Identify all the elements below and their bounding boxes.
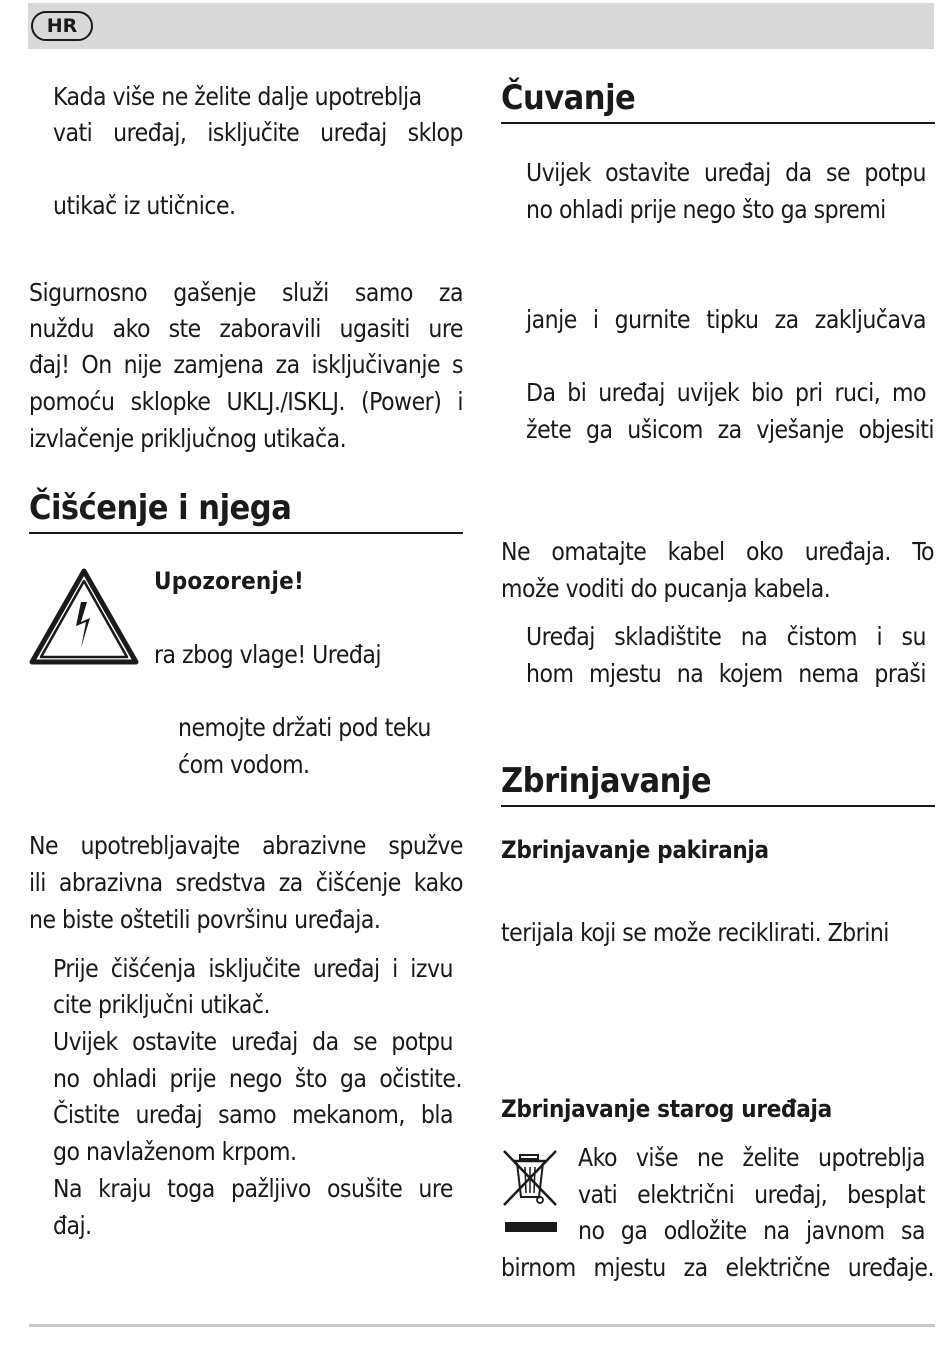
cleaning-heading: Čišćenje i njega bbox=[29, 488, 463, 534]
storage-line: Da bi uređaj uvijek bio pri ruci, mo bbox=[526, 378, 926, 407]
abrasive-line: Ne upotrebljavajte abrazivne spužve bbox=[29, 831, 463, 860]
dry-line: hom mjestu na kojem nema praši bbox=[526, 659, 926, 688]
old-device-subheading: Zbrinjavanje starog uređaja bbox=[501, 1095, 832, 1123]
bin-underline-bar bbox=[505, 1222, 557, 1232]
high-voltage-warning-icon bbox=[29, 568, 139, 666]
step-line: đaj. bbox=[53, 1211, 92, 1240]
safety-line: pomoću sklopke UKLJ./ISKLJ. (Power) i bbox=[29, 387, 463, 416]
step-line: Čistite uređaj samo mekanom, bla bbox=[53, 1100, 453, 1129]
footer-rule bbox=[29, 1324, 935, 1327]
step-line: go navlaženom krpom. bbox=[53, 1137, 297, 1166]
safety-line: Sigurnosno gašenje služi samo za bbox=[29, 278, 463, 307]
warning-line: ra zbog vlage! Uređaj bbox=[154, 640, 382, 669]
dry-line: Uređaj skladištite na čistom i su bbox=[526, 622, 926, 651]
abrasive-line: ili abrazivna sredstva za čišćenje kako bbox=[29, 868, 463, 897]
step-line: Na kraju toga pažljivo osušite ure bbox=[53, 1174, 453, 1203]
storage-line: Uvijek ostavite uređaj da se potpu bbox=[526, 158, 926, 187]
cable-line: Ne omatajte kabel oko uređaja. To bbox=[501, 537, 934, 566]
packaging-subheading: Zbrinjavanje pakiranja bbox=[501, 836, 769, 864]
step-line: Uvijek ostavite uređaj da se potpu bbox=[53, 1027, 453, 1056]
packaging-line: terijala koji se može reciklirati. Zbrini bbox=[501, 918, 889, 947]
intro-line: utikač iz utičnice. bbox=[53, 191, 236, 220]
safety-line: nuždu ako ste zaboravili ugasiti ure bbox=[29, 314, 463, 343]
header-bar bbox=[28, 3, 934, 49]
storage-heading: Čuvanje bbox=[501, 78, 935, 124]
language-badge: HR bbox=[31, 11, 93, 41]
storage-line: žete ga ušicom za vješanje objesiti bbox=[526, 415, 934, 444]
disposal-heading: Zbrinjavanje bbox=[501, 761, 935, 807]
cable-line: može voditi do pucanja kabela. bbox=[501, 574, 831, 603]
intro-line: vati uređaj, isključite uređaj sklop bbox=[53, 118, 463, 147]
step-line: Prije čišćenja isključite uređaj i izvu bbox=[53, 954, 453, 983]
warning-title: Upozorenje! bbox=[154, 567, 304, 595]
old-device-line: no ga odložite na javnom sa bbox=[578, 1216, 925, 1245]
warning-line: ćom vodom. bbox=[178, 750, 310, 779]
old-device-line: vati električni uređaj, besplat bbox=[578, 1180, 925, 1209]
storage-line: no ohladi prije nego što ga spremi bbox=[526, 195, 886, 224]
old-device-line: birnom mjestu za električne uređaje. bbox=[501, 1253, 934, 1282]
safety-line: izvlačenje priključnog utikača. bbox=[29, 424, 347, 453]
intro-line: Kada više ne želite dalje upotreblja bbox=[53, 82, 422, 111]
storage-line: janje i gurnite tipku za zaključava bbox=[526, 305, 926, 334]
crossed-out-bin-icon bbox=[500, 1147, 560, 1209]
old-device-line: Ako više ne želite upotreblja bbox=[578, 1143, 925, 1172]
warning-line: nemojte držati pod teku bbox=[178, 713, 431, 742]
step-line: cite priključni utikač. bbox=[53, 990, 271, 1019]
abrasive-line: ne biste oštetili površinu uređaja. bbox=[29, 905, 381, 934]
safety-line: đaj! On nije zamjena za isključivanje s bbox=[29, 350, 463, 379]
step-line: no ohladi prije nego što ga očistite. bbox=[53, 1064, 462, 1093]
